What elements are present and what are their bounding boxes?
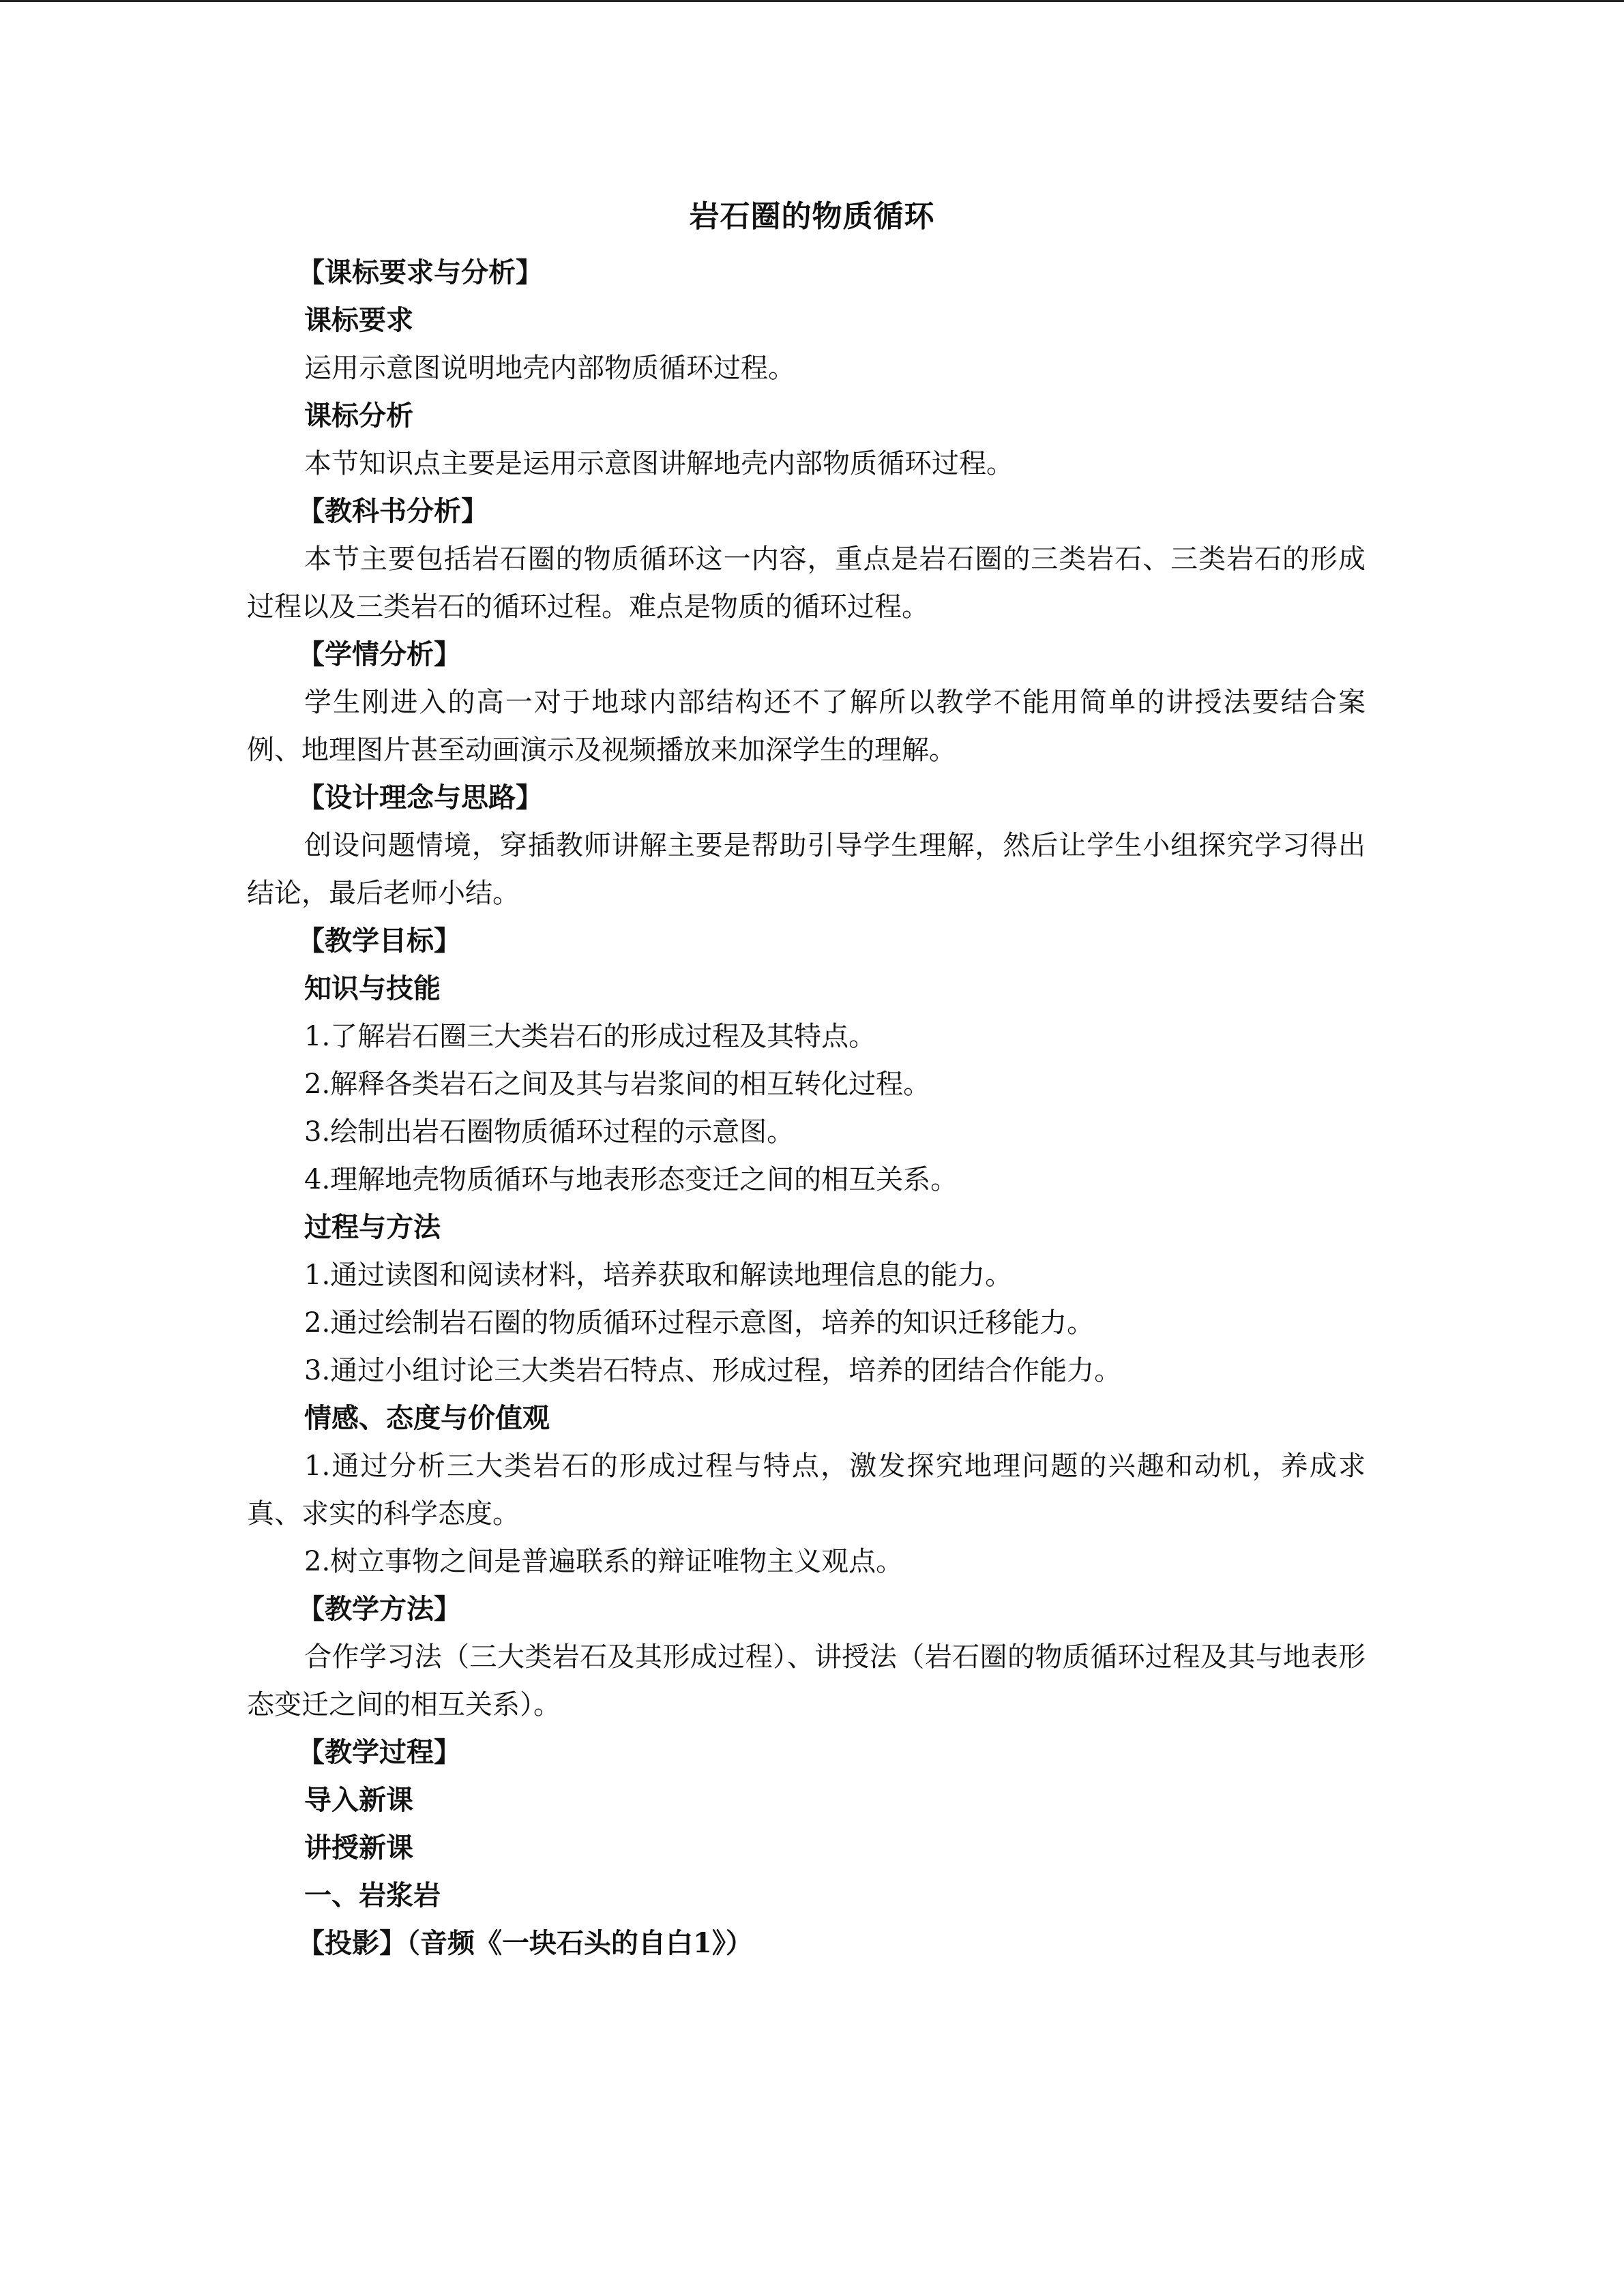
emotion-item: 1.通过分析三大类岩石的形成过程与特点，激发探究地理问题的兴趣和动机，养成求真、求实的科学态度。	[247, 1450, 1365, 1530]
teach-new-lesson-label: 讲授新课	[304, 1832, 413, 1864]
section-header-design: 【设计理念与思路】	[297, 781, 543, 814]
process-item: 3.通过小组讨论三大类岩石特点、形成过程，培养的团结合作能力。	[304, 1355, 1122, 1386]
standard-requirement-text: 运用示意图说明地壳内部物质循环过程。	[304, 353, 795, 384]
process-item: 1.通过读图和阅读材料，培养获取和解读地理信息的能力。	[304, 1259, 1013, 1291]
student-analysis-text: 学生刚进入的高一对于地球内部结构还不了解所以教学不能用简单的讲授法要结合案例、地理图片甚至动画演示及视频播放来加深学生的理解。	[247, 687, 1365, 766]
section-header-goals: 【教学目标】	[297, 925, 461, 957]
process-methods-label: 过程与方法	[304, 1211, 441, 1243]
standard-requirement-label: 课标要求	[304, 304, 413, 336]
section-header-textbook: 【教科书分析】	[297, 495, 488, 527]
section-header-methods: 【教学方法】	[297, 1593, 461, 1625]
projection-audio-line: 【投影】（音频《一块石头的自白1》）	[297, 1927, 753, 1959]
teaching-methods-text: 合作学习法（三大类岩石及其形成过程）、讲授法（岩石圈的物质循环过程及其与地表形态变迁之间的相互关系）。	[247, 1641, 1365, 1720]
intro-new-lesson-label: 导入新课	[304, 1784, 413, 1816]
knowledge-item: 2.解释各类岩石之间及其与岩浆间的相互转化过程。	[304, 1069, 931, 1100]
textbook-analysis-text: 本节主要包括岩石圈的物质循环这一内容，重点是岩石圈的三类岩石、三类岩石的形成过程以及三类岩石的循环过程。难点是物质的循环过程。	[247, 543, 1365, 623]
standard-analysis-text: 本节知识点主要是运用示意图讲解地壳内部物质循环过程。	[304, 448, 1014, 479]
document-body	[247, 249, 1365, 1967]
standard-analysis-label: 课标分析	[304, 400, 413, 432]
design-idea-text: 创设问题情境，穿插教师讲解主要是帮助引导学生理解，然后让学生小组探究学习得出结论，最后老师小结。	[247, 830, 1365, 909]
process-item: 2.通过绘制岩石圈的物质循环过程示意图，培养的知识迁移能力。	[304, 1307, 1095, 1339]
section-header-student: 【学情分析】	[297, 638, 461, 670]
magma-rock-heading: 一、岩浆岩	[304, 1879, 441, 1911]
emotion-values-label: 情感、态度与价值观	[304, 1402, 550, 1434]
document-title: 岩石圈的物质循环	[689, 199, 935, 234]
section-header-process: 【教学过程】	[297, 1736, 461, 1768]
page-top-border	[0, 0, 1624, 2]
knowledge-item: 4.理解地壳物质循环与地表形态变迁之间的相互关系。	[304, 1164, 958, 1195]
emotion-item: 2.树立事物之间是普遍联系的辩证唯物主义观点。	[304, 1546, 904, 1577]
section-header-standard: 【课标要求与分析】	[297, 256, 543, 288]
knowledge-skills-label: 知识与技能	[304, 972, 441, 1004]
knowledge-item: 3.绘制出岩石圈物质循环过程的示意图。	[304, 1116, 795, 1148]
knowledge-item: 1.了解岩石圈三大类岩石的形成过程及其特点。	[304, 1021, 876, 1052]
